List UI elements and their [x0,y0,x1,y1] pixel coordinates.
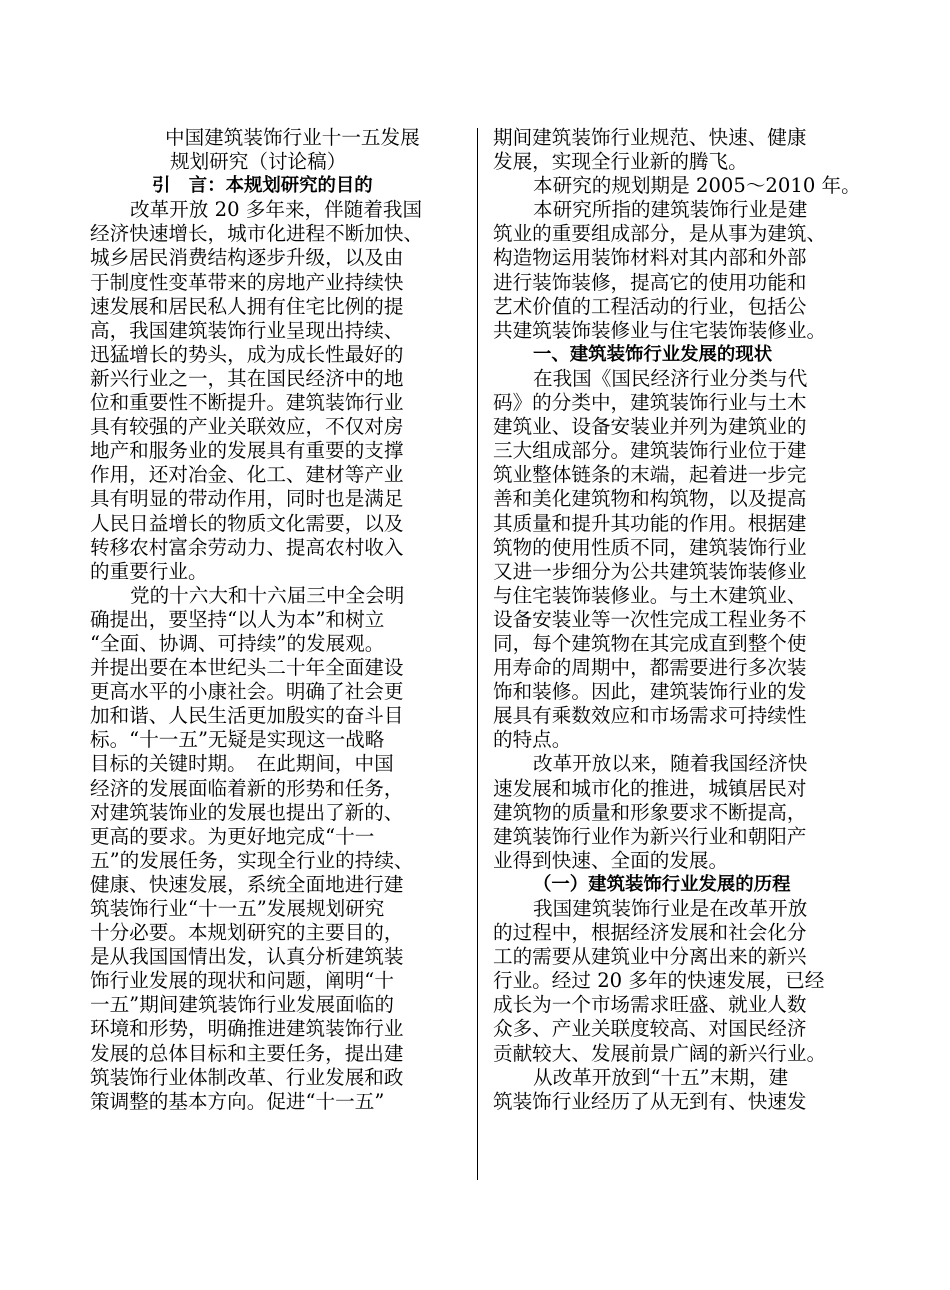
text-line: 与住宅装饰装修业。与土木建筑业、 [493,583,807,607]
text-line: 行业。经过 20 多年的快速发展，已经 [493,969,825,993]
text-line: 党的十六大和十六届三中全会明 [130,583,405,607]
text-line: 迅猛增长的势头，成为成长性最好的 [90,342,404,366]
text-line: 地产和服务业的发展具有重要的支撑 [90,439,404,463]
text-line: 贡献较大、发展前景广阔的新兴行业。 [493,1041,827,1065]
text-line: 发展的总体目标和主要任务，提出建 [90,1041,404,1065]
text-line: 期间建筑装饰行业规范、快速、健康 [493,126,807,149]
text-line: 设备安装业等一次性完成工程业务不 [493,607,807,631]
doc-title-line-2: 规划研究（讨论稿） [170,150,347,174]
text-line: 筑物的使用性质不同，建筑装饰行业 [493,535,807,559]
text-line: 发展，实现全行业新的腾飞。 [493,150,748,174]
text-line: 筑业整体链条的末端，起着进一步完 [493,463,807,487]
text-line: 人民日益增长的物质文化需要，以及 [90,511,404,535]
column-divider [477,128,478,1180]
text-line: 饰和装修。因此，建筑装饰行业的发 [493,680,807,704]
text-line: 具有较强的产业关联效应，不仅对房 [90,415,404,439]
text-line: 众多、产业关联度较高、对国民经济 [493,1017,807,1041]
text-line: 目标的关键时期。 在此期间，中国 [90,752,394,776]
text-line: 确提出，要坚持“以人为本”和树立 [90,607,385,631]
text-line: 位和重要性不断提升。建筑装饰行业 [90,391,404,415]
text-line: 更高的要求。为更好地完成“十一 [90,824,375,848]
text-line: 新兴行业之一，其在国民经济中的地 [90,366,404,390]
text-line: 经济的发展面临着新的形势和任务， [90,776,404,800]
text-line: 的过程中，根据经济发展和社会化分 [493,921,807,945]
text-line: 建筑装饰行业作为新兴行业和朝阳产 [493,824,807,848]
text-line: 又进一步细分为公共建筑装饰装修业 [493,559,807,583]
text-line: 更高水平的小康社会。明确了社会更 [90,680,404,704]
text-line: 筑装饰行业“十一五”发展规划研究 [90,897,385,920]
text-line: 用寿命的周期中，都需要进行多次装 [493,656,807,680]
text-line: 速发展和城市化的推进，城镇居民对 [493,776,807,800]
text-line: 工的需要从建筑业中分离出来的新兴 [493,945,807,969]
text-line: 进行装饰装修，提高它的使用功能和 [493,270,807,294]
text-line: 改革开放 20 多年来，伴随着我国 [130,198,423,222]
section-heading-intro: 引 言：本规划研究的目的 [152,175,373,197]
text-line: “全面、协调、可持续”的发展观。 [90,631,385,655]
text-line: 环境和形势，明确推进建筑装饰行业 [90,1017,404,1041]
text-line: 艺术价值的工程活动的行业，包括公 [493,294,807,318]
text-line: 建筑业、设备安装业并列为建筑业的 [493,415,807,439]
text-line: 五”的发展任务，实现全行业的持续、 [90,848,414,872]
text-line: 码》的分类中，建筑装饰行业与土木 [493,391,807,415]
text-line: 转移农村富余劳动力、提高农村收入 [90,535,404,559]
text-line: 同，每个建筑物在其完成直到整个使 [493,631,807,655]
text-line: 成长为一个市场需求旺盛、就业人数 [493,993,807,1017]
text-line: 筑装饰行业经历了从无到有、快速发 [493,1089,807,1113]
text-line: 的特点。 [493,728,572,752]
text-line: 改革开放以来，随着我国经济快 [533,752,808,776]
text-line: 三大组成部分。建筑装饰行业位于建 [493,439,807,463]
text-line: 标。“十一五”无疑是实现这一战略 [90,728,385,752]
text-line: 共建筑装饰装修业与住宅装饰装修业。 [493,318,827,342]
text-line: 其质量和提升其功能的作用。根据建 [493,511,807,535]
text-line: 对建筑装饰业的发展也提出了新的、 [90,800,404,824]
text-line: 健康、快速发展，系统全面地进行建 [90,872,404,896]
doc-title-line-1: 中国建筑装饰行业十一五发展 [165,126,420,149]
text-line: 展具有乘数效应和市场需求可持续性 [493,704,807,728]
text-line: 筑业的重要组成部分，是从事为建筑、 [493,222,827,246]
text-line: 是从我国国情出发，认真分析建筑装 [90,945,404,969]
right-column [493,126,871,1114]
text-line: 构造物运用装饰材料对其内部和外部 [493,246,807,270]
section-heading-status: 一、建筑装饰行业发展的现状 [533,343,773,365]
text-line: 我国建筑装饰行业是在改革开放 [533,897,808,920]
text-line: 本研究所指的建筑装饰行业是建 [533,198,808,222]
text-line: 善和美化建筑物和构筑物，以及提高 [493,487,807,511]
text-line: 的重要行业。 [90,559,208,583]
text-line: 速发展和居民私人拥有住宅比例的提 [90,294,404,318]
subsection-heading-history: （一）建筑装饰行业发展的历程 [533,873,791,895]
text-line: 经济快速增长，城市化进程不断加快、 [90,222,424,246]
text-line: 一五”期间建筑装饰行业发展面临的 [90,993,394,1017]
text-line: 于制度性变革带来的房地产业持续快 [90,270,404,294]
left-column [90,126,466,1114]
text-line: 在我国《国民经济行业分类与代 [533,366,808,390]
text-line: 并提出要在本世纪头二十年全面建设 [90,656,404,680]
text-line: 高，我国建筑装饰行业呈现出持续、 [90,318,404,342]
text-line: 饰行业发展的现状和问题，阐明“十 [90,969,394,993]
text-line: 本研究的规划期是 2005～2010 年。 [533,174,861,198]
text-line: 业得到快速、全面的发展。 [493,848,729,872]
text-line: 城乡居民消费结构逐步升级，以及由 [90,246,404,270]
text-line: 作用，还对冶金、化工、建材等产业 [90,463,404,487]
text-line: 建筑物的质量和形象要求不断提高， [493,800,807,824]
text-line: 筑装饰行业体制改革、行业发展和政 [90,1065,404,1089]
text-line: 具有明显的带动作用，同时也是满足 [90,487,404,511]
text-line: 从改革开放到“十五”末期，建 [533,1065,789,1089]
text-line: 策调整的基本方向。促进“十一五” [90,1089,385,1113]
text-line: 加和谐、人民生活更加殷实的奋斗目 [90,704,404,728]
text-line: 十分必要。本规划研究的主要目的， [90,921,404,945]
